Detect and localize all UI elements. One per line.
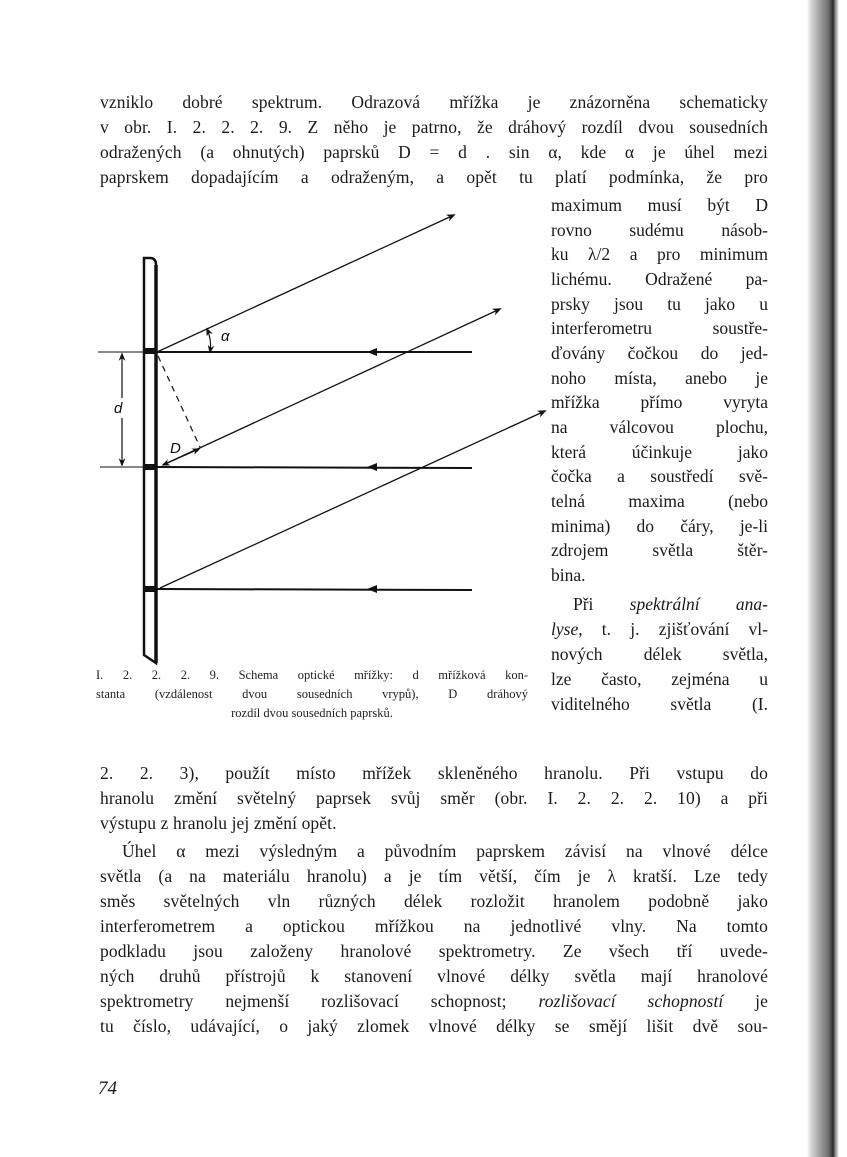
text-line: na válcovou plochu, [551, 417, 768, 437]
text-line: prsky jsou tu jako u [551, 294, 768, 314]
text-line: světla (a na materiálu hranolu) a je tím větší, čím je λ kratší. Lze tedy [100, 866, 768, 886]
path-difference-arrow [163, 449, 199, 465]
perpendicular-dashed-line [158, 356, 200, 447]
text-line: odražených (a ohnutých) paprsků D = d . sin α, kde α je úhel mezi [100, 142, 768, 162]
text-line: která účinkuje jako [551, 442, 768, 462]
diffracted-rays [157, 215, 545, 588]
text-line [100, 989, 768, 1014]
text-line: čočka a soustředí svě- [551, 466, 768, 486]
caption-line: I. 2. 2. 2. 9. Schema optické mřížky: d mřížková kon- [96, 668, 528, 682]
text-line: nových délek světla, [551, 644, 768, 664]
text-span: je [723, 991, 769, 1011]
text-line: vzniklo dobré spektrum. Odrazová mřížka je znázorněna schematicky [100, 92, 768, 112]
text-line: paprskem dopadajícím a odraženým, a opět tu platí podmínka, že pro [100, 167, 768, 187]
text-line: podkladu jsou založeny hranolové spektrometry. Ze všech tří uvede- [100, 941, 768, 961]
text-line: 2. 2. 3), použít místo mřížek skleněného hranolu. Při vstupu do [100, 763, 768, 783]
italic-term: rozlišovací schopností [538, 991, 724, 1011]
italic-term: lyse [551, 619, 579, 639]
text-line: Úhel α mezi výsledným a původním paprskem závisí na vlnové délce [122, 841, 768, 861]
text-span: Při [573, 594, 630, 614]
text-line: hranolu změní světelný paprsek svůj směr (obr. I. 2. 2. 2. 10) a při [100, 788, 768, 808]
text-line: mřížka přímo vyryta [551, 392, 768, 412]
text-line [551, 617, 768, 642]
text-line: viditelného světla (I. [551, 694, 768, 714]
D-label: D [170, 440, 181, 457]
italic-term: spektrální ana- [629, 594, 768, 614]
incident-rays [156, 348, 472, 593]
text-line: ných druhů přístrojů k stanovení vlnové délky světla mají hranolové [100, 966, 768, 986]
text-line: maximum musí být D [551, 195, 768, 215]
text-line: lze často, zejména u [551, 669, 768, 689]
caption-line: stanta (vzdálenost dvou sousedních vrypů), D dráhový [96, 687, 528, 701]
grating-bar [144, 258, 157, 663]
text-span: spektrometry nejmenší rozlišovací schopnost; [100, 991, 539, 1011]
text-span: , t. j. zjišťování vl- [578, 619, 768, 639]
text-line: tu číslo, udávající, o jaký zlomek vlnové délky se smějí lišit dvě sou- [100, 1016, 768, 1036]
alpha-label: α [221, 328, 230, 345]
book-binding-shadow [807, 0, 847, 1157]
text-line: interferometrem a optickou mřížkou na jednotlivé vlny. Na tomto [100, 916, 768, 936]
text-line: rovno sudému násob- [551, 220, 768, 240]
text-line: zdrojem světla štěr- [551, 540, 768, 560]
caption-line: rozdíl dvou sousedních paprsků. [231, 706, 393, 720]
text-line: noho místa, anebo je [551, 368, 768, 388]
text-line: interferometru soustře- [551, 318, 768, 338]
text-line: výstupu z hranolu jej změní opět. [100, 813, 337, 833]
text-line: minima) do čáry, je-li [551, 516, 768, 536]
angle-arc [207, 329, 211, 352]
figure-caption [96, 666, 528, 723]
text-line: ďovány čočkou do jed- [551, 343, 768, 363]
text-line [551, 592, 768, 617]
text-line: telná maxima (nebo [551, 491, 768, 511]
grating-diagram [0, 0, 560, 680]
page-number: 74 [98, 1078, 117, 1099]
text-line: směs světelných vln různých délek rozložit hranolem podobně jako [100, 891, 768, 911]
text-line: ku λ/2 a pro minimum [551, 244, 768, 264]
text-line: lichému. Odražené pa- [551, 269, 768, 289]
text-line: v obr. I. 2. 2. 2. 9. Z něho je patrno, že dráhový rozdíl dvou sousedních [100, 117, 768, 137]
d-label: d [114, 400, 123, 417]
text-line: bina. [551, 565, 586, 585]
